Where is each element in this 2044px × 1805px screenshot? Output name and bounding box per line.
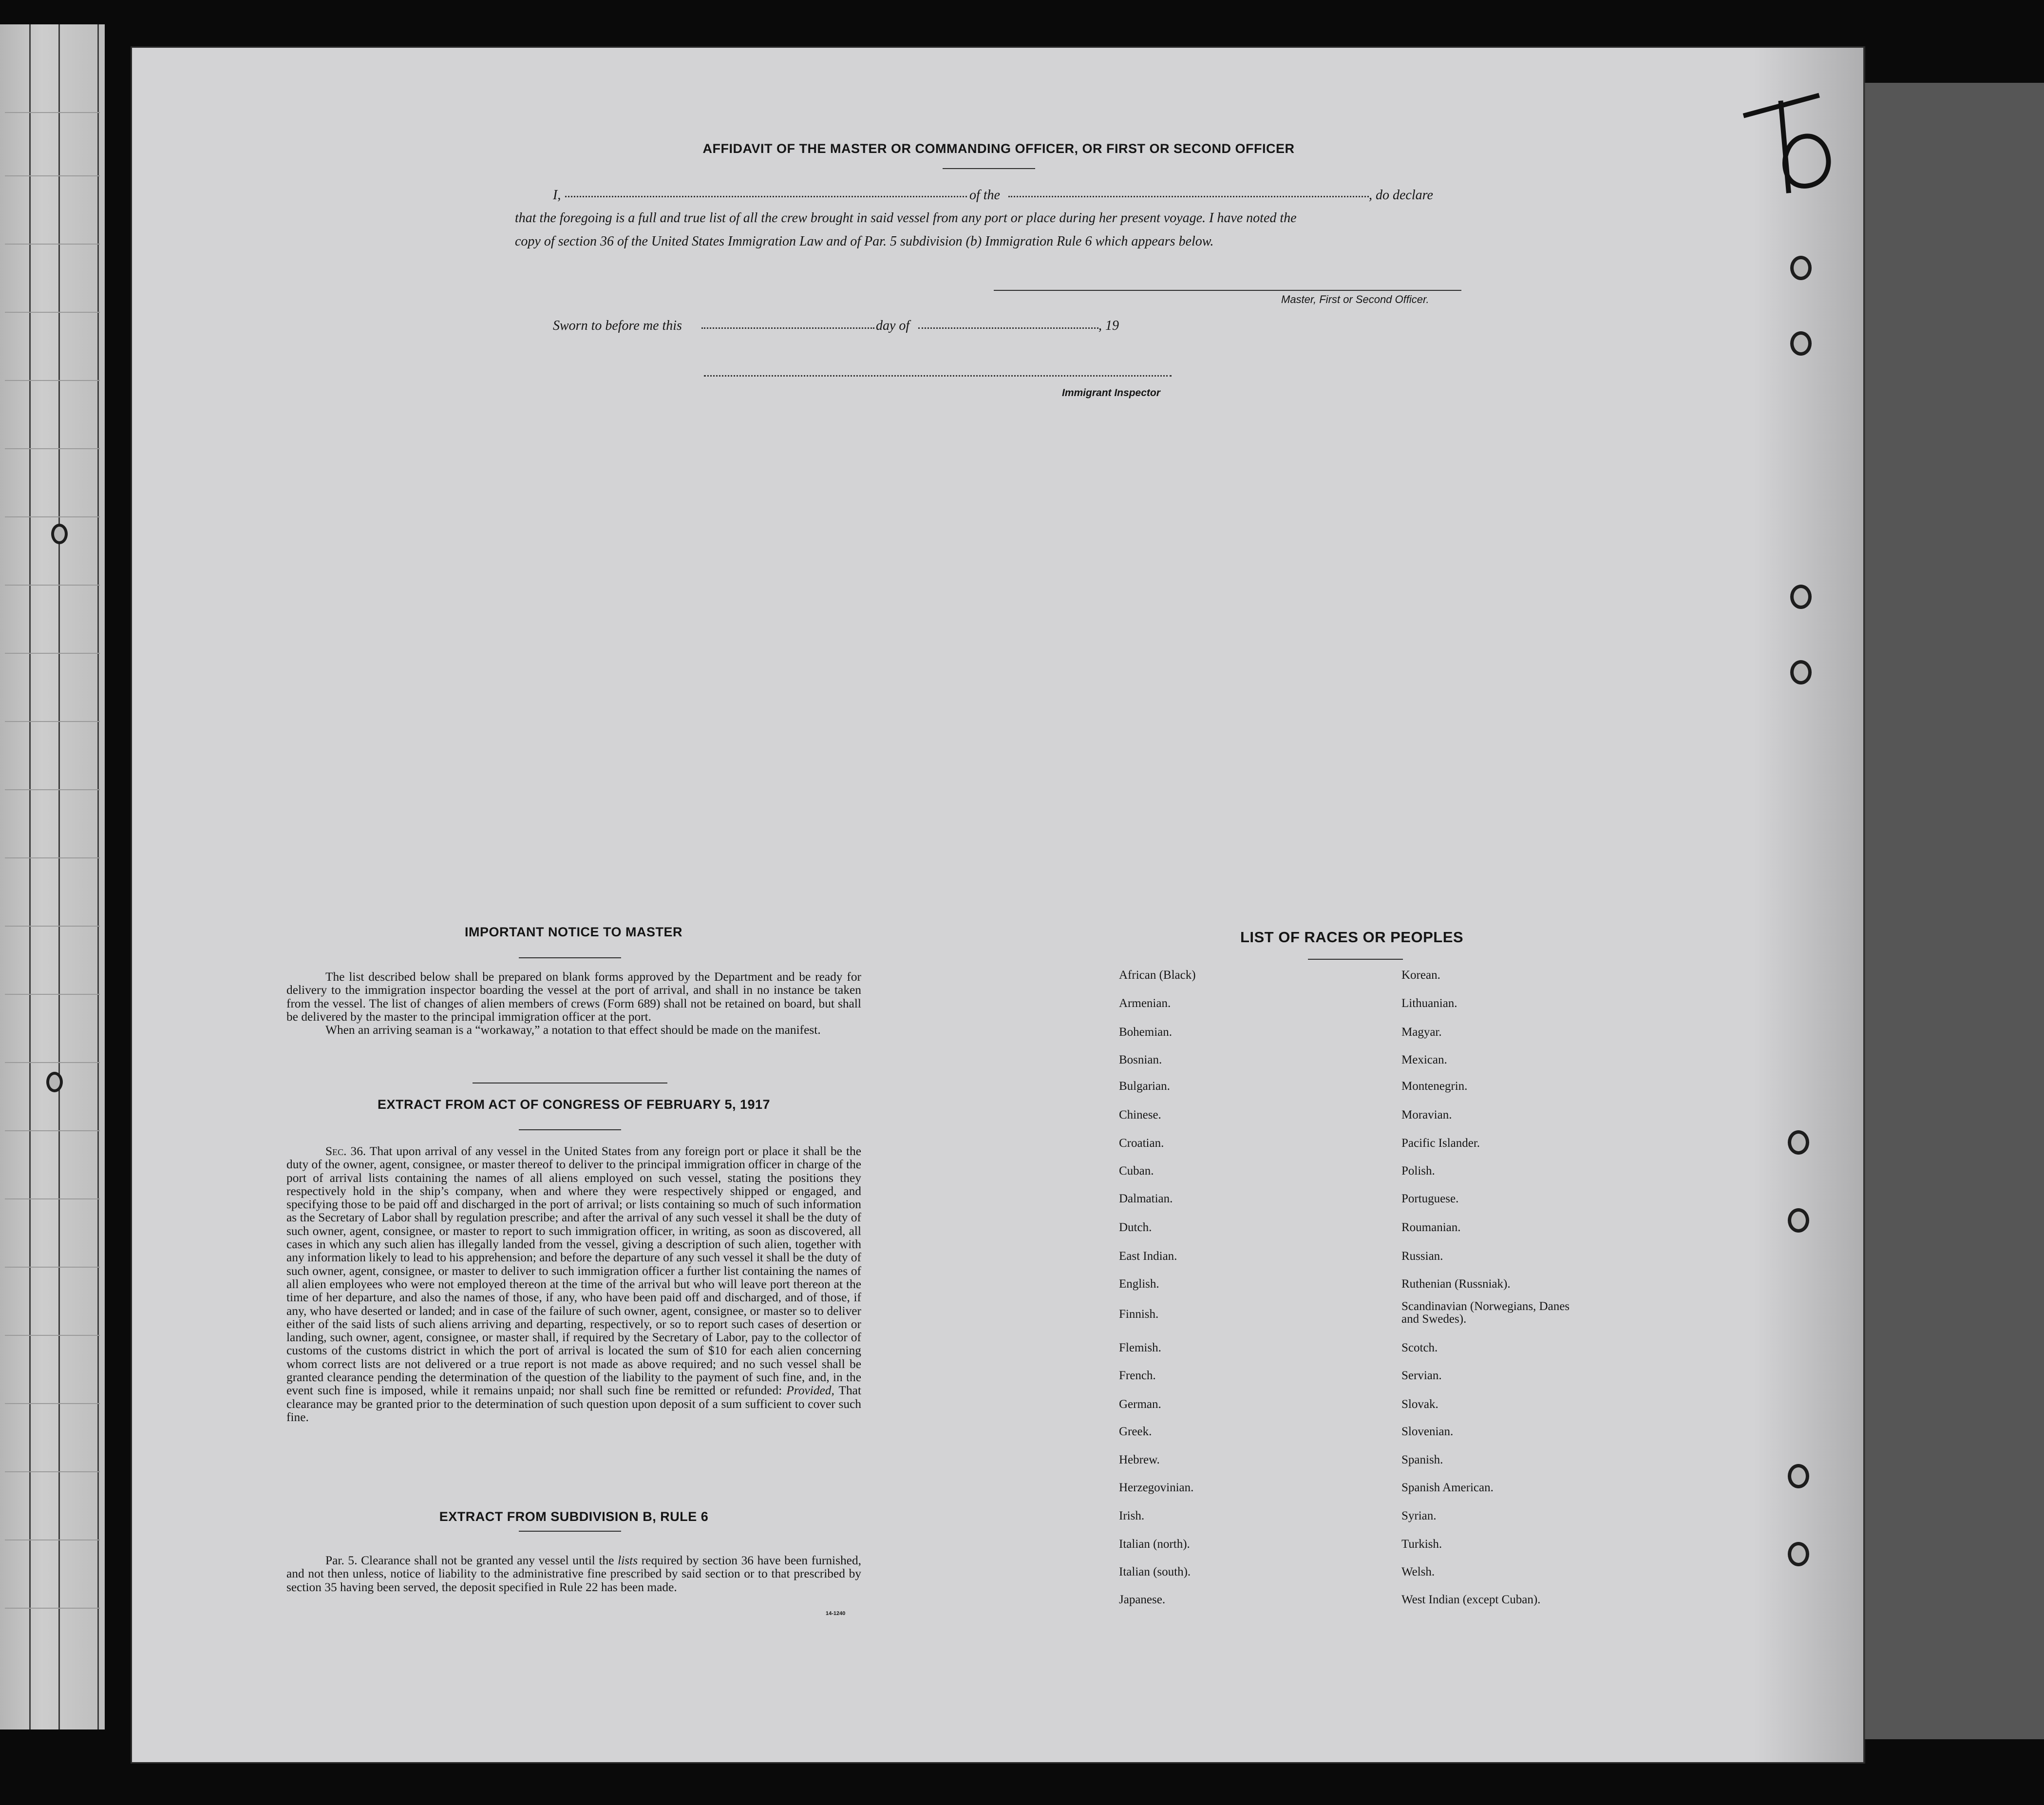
race-item: Montenegrin. [1401, 1080, 1468, 1093]
vessel-blank-line [1008, 196, 1369, 197]
inspector-label: Immigrant Inspector [1062, 387, 1160, 399]
affidavit-of-the: of the [969, 188, 1000, 203]
divider [519, 1531, 621, 1532]
race-item: Greek. [1119, 1425, 1152, 1438]
binder-hole-icon [1790, 331, 1812, 356]
rule-extract-title: EXTRACT FROM SUBDIVISION B, RULE 6 [439, 1509, 709, 1524]
provided-word: Provided, [786, 1384, 834, 1398]
race-item: Herzegovinian. [1119, 1481, 1194, 1494]
race-item: Finnish. [1119, 1308, 1159, 1321]
race-item: Croatian. [1119, 1137, 1164, 1150]
divider [519, 1129, 621, 1130]
sworn-month-blank-line [918, 327, 1098, 329]
handwritten-mark-icon [1725, 73, 1855, 228]
race-item: Mexican. [1401, 1053, 1447, 1066]
inspector-signature-line [704, 375, 1172, 377]
race-item: Bohemian. [1119, 1026, 1173, 1039]
race-item: Slovenian. [1401, 1425, 1454, 1438]
race-item: English. [1119, 1277, 1159, 1291]
section-36-text: That upon arrival of any vessel in the United States from any foreign port or place it shall be the duty of the owner, agent, consignee, or master thereof to deliver to the principal immigration officer in charge of the port of arrival lists containing the names of all aliens employed on such vessel, stating the positions they respectively hold in the ship’s company, when and where they were respectively shipped or engaged, and specifying those to be paid off and discharged in the port of arrival; or lists containing so much of such information as the Secretary of Labor shall by regulation prescribe; and after the arrival of any such vessel it shall be the duty of such owner, agent, consignee, or master to report to such immigration officer, in writing, as soon as discovered, all cases in which any such alien has illegally landed from the vessel, giving a description of such alien, together with any information likely to lead to his apprehension; and before the departure of any such vessel it shall be the duty of such owner, agent, consignee, or master to deliver to such immigration officer a further list containing the names of all alien employees who were not employed thereon at the time of the arrival but who will leave port thereon at the time of her departure, and also the names of those, if any, who have been paid off and discharged, and of those, if any, who have deserted or landed; and in case of the failure of such owner, agent, consignee, or master so to deliver either of the said lists of such aliens arriving and departing, respectively, or so to report such cases of desertion or landing, such owner, agent, consignee, or master shall, if required by the Secretary of Labor, pay to the collector of customs of the customs district in which the port of arrival is located the sum of $10 for each alien concerning whom correct lists are not delivered or a true report is not made as above required; and no such vessel shall be granted clearance pending the determination of the question of the liability to the payment of such fine, and, in the event such fine is imposed, while it remains unpaid; nor shall such fine be remitted or refunded: [286, 1144, 861, 1398]
race-item: Turkish. [1401, 1538, 1442, 1551]
underlying-page-right [1846, 83, 2044, 1739]
section-36-text-end: That clearance may be granted prior to the determination of such question upon deposit of a sum sufficient to cover such fine. [286, 1384, 861, 1424]
year-text: , 19 [1098, 318, 1119, 333]
day-of-text: day of [876, 318, 910, 333]
race-item: Syrian. [1401, 1509, 1437, 1522]
name-blank-line [565, 196, 967, 197]
race-item: Slovak. [1401, 1398, 1438, 1411]
race-item: Servian. [1401, 1369, 1442, 1382]
race-item: Italian (south). [1119, 1565, 1191, 1578]
rule-text-a: Par. 5. Clearance shall not be granted any vessel until the [325, 1554, 618, 1567]
binder-hole-icon [1788, 1464, 1809, 1488]
race-item: Welsh. [1401, 1565, 1435, 1578]
lists-word: lists [618, 1554, 638, 1567]
affidavit-title: AFFIDAVIT OF THE MASTER OR COMMANDING OFFICER, OR FIRST OR SECOND OFFICER [702, 141, 1295, 156]
rule-text-b: required by section 36 have been furnished, and not then unless, notice of liability to the administrative fine prescribed by said section or to that prescribed by section 35 having been served, the deposit specified in Rule 22 has been made. [286, 1554, 861, 1594]
affidavit-i: I, [553, 188, 561, 203]
race-item: Magyar. [1401, 1026, 1442, 1039]
race-item: Flemish. [1119, 1341, 1161, 1354]
binder-hole-icon [1790, 660, 1812, 684]
race-item: Scandinavian (Norwegians, Danes and Swedes). [1401, 1300, 1570, 1326]
act-extract-title: EXTRACT FROM ACT OF CONGRESS OF FEBRUARY 5, 1917 [377, 1097, 771, 1112]
race-item: African (Black) [1119, 969, 1196, 982]
document-page [131, 46, 1865, 1764]
race-item: Russian. [1401, 1250, 1443, 1263]
binder-hole-icon [1788, 1208, 1809, 1233]
binder-hole-icon [1790, 256, 1812, 280]
notice-body [286, 970, 861, 1037]
notice-title: IMPORTANT NOTICE TO MASTER [465, 925, 682, 939]
sworn-text: Sworn to before me this [553, 318, 682, 333]
race-item: Portuguese. [1401, 1192, 1459, 1205]
act-extract-body [286, 1145, 861, 1424]
binder-hole-icon [46, 1072, 63, 1092]
race-item: French. [1119, 1369, 1156, 1382]
affidavit-statement-line-3: copy of section 36 of the United States Immigration Law and of Par. 5 subdivision (b) Immigration Rule 6 which appears below. [515, 234, 1214, 249]
race-item: Dutch. [1119, 1221, 1152, 1234]
divider [519, 957, 621, 958]
race-item: Italian (north). [1119, 1538, 1190, 1551]
race-item: Cuban. [1119, 1164, 1154, 1178]
race-item: Spanish American. [1401, 1481, 1494, 1494]
races-title: LIST OF RACES OR PEOPLES [1240, 929, 1464, 946]
race-item: Bosnian. [1119, 1053, 1162, 1066]
notice-paragraph-1: The list described below shall be prepared on blank forms approved by the Department and be ready for delivery to the immigration inspector boarding the vessel at the port of arrival, and shall in no instance be taken from the vessel. The list of changes of alien members of crews (Form 689) shall not be retained on board, but shall be delivered by the master to the principal immigration officer at the port. [286, 970, 861, 1024]
form-number: 14-1240 [826, 1611, 846, 1616]
underlying-page-left [0, 24, 105, 1729]
binder-hole-icon [1788, 1130, 1809, 1155]
sworn-day-blank-line [701, 327, 874, 329]
race-item: Ruthenian (Russniak). [1401, 1277, 1511, 1291]
race-item: West Indian (except Cuban). [1401, 1593, 1541, 1606]
race-item: Spanish. [1401, 1453, 1443, 1466]
binder-hole-icon [1788, 1542, 1809, 1566]
race-item: Korean. [1401, 969, 1440, 982]
page-shadow [1754, 46, 1866, 1764]
race-item: Irish. [1119, 1509, 1145, 1522]
race-item: Polish. [1401, 1164, 1435, 1178]
race-item: Hebrew. [1119, 1453, 1160, 1466]
race-item: Armenian. [1119, 997, 1171, 1010]
race-item: Lithuanian. [1401, 997, 1457, 1010]
notice-paragraph-2: When an arriving seaman is a “workaway,” a notation to that effect should be made on the manifest. [325, 1023, 821, 1037]
affidavit-statement-line-2: that the foregoing is a full and true list of all the crew brought in said vessel from any port or place during her present voyage. I have noted the [515, 210, 1297, 226]
race-item: Bulgarian. [1119, 1080, 1170, 1093]
race-item: Dalmatian. [1119, 1192, 1173, 1205]
affidavit-declare: , do declare [1369, 188, 1433, 203]
race-item: Moravian. [1401, 1108, 1452, 1121]
race-item: East Indian. [1119, 1250, 1177, 1263]
divider [1308, 959, 1403, 960]
section-label: Sec. 36. [325, 1144, 366, 1158]
race-item: German. [1119, 1398, 1161, 1411]
race-item: Japanese. [1119, 1593, 1166, 1606]
race-item: Chinese. [1119, 1108, 1161, 1121]
binder-hole-icon [1790, 585, 1812, 609]
race-item: Pacific Islander. [1401, 1137, 1480, 1150]
master-signature-line [994, 290, 1461, 291]
race-item: Roumanian. [1401, 1221, 1461, 1234]
master-signature-label: Master, First or Second Officer. [1281, 293, 1429, 305]
binder-hole-icon [51, 524, 68, 544]
rule-extract-body [286, 1554, 861, 1594]
divider [943, 168, 1035, 169]
race-item: Scotch. [1401, 1341, 1438, 1354]
